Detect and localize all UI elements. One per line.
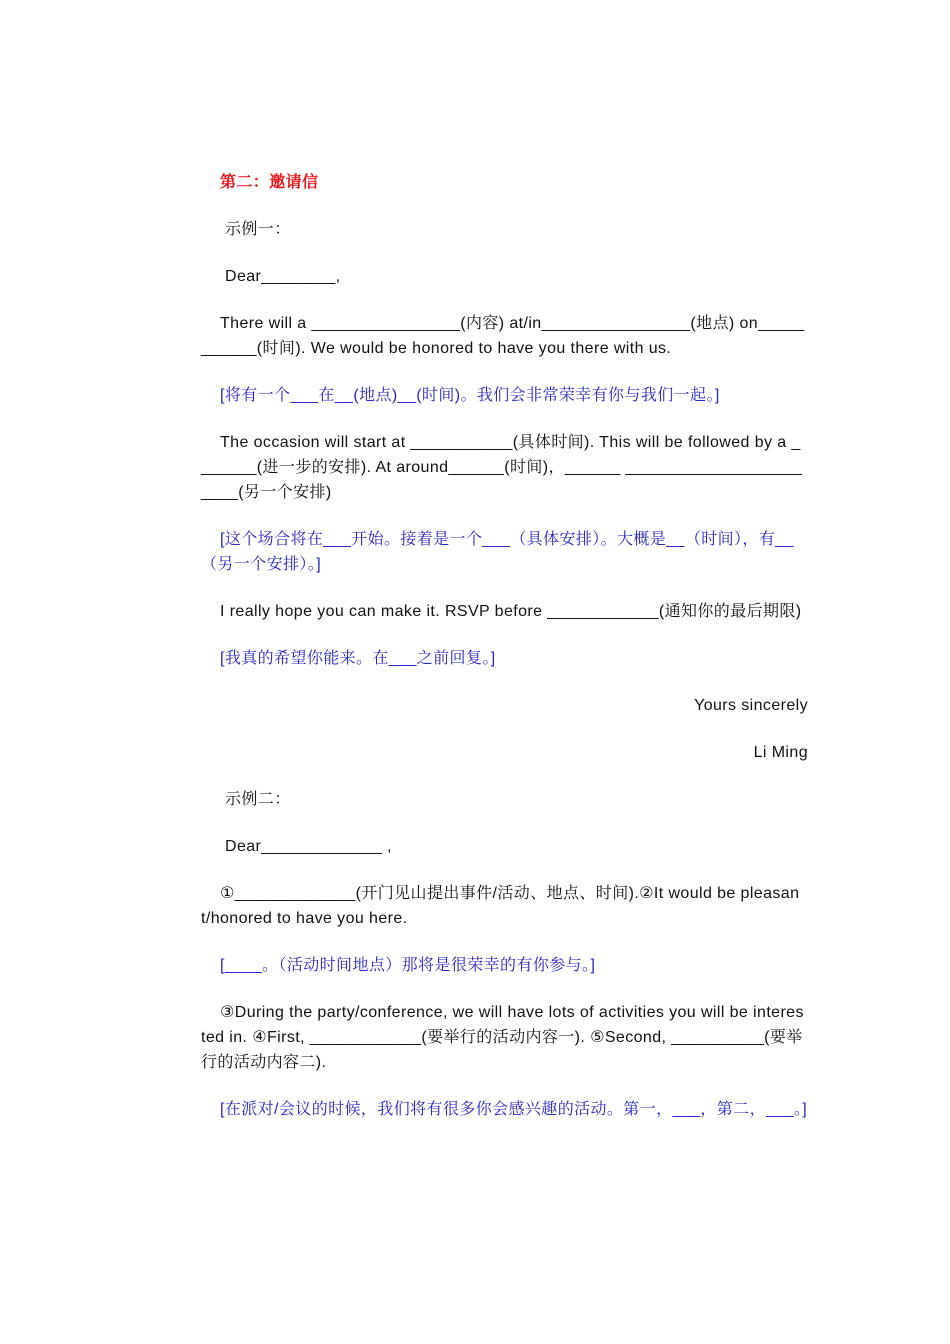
example-one-paragraph-3-translation: [我真的希望你能来。在___之前回复。]	[220, 650, 496, 667]
example-two-paragraph-2: ③During the party/conference, we will have lots of activities you will be interested in. ④First, ____________(要举行的活动内容一). ⑤Second, __________(要举行的活动内容二).	[201, 1004, 804, 1071]
section-title: 第二：邀请信	[220, 174, 319, 191]
example-one-paragraph-3: I really hope you can make it. RSVP before ____________(通知你的最后期限)	[220, 603, 802, 620]
example-one-closing: Yours sincerely	[694, 697, 808, 714]
example-one-greeting: Dear________,	[225, 268, 341, 285]
example-two-greeting: Dear_____________ ,	[225, 838, 392, 855]
example-two-label: 示例二：	[225, 791, 291, 808]
example-one-paragraph-1: There will a ________________(内容) at/in________________(地点) on___________(时间). We would be honored to have you there with us.	[201, 315, 805, 357]
example-one-paragraph-2: The occasion will start at ___________(具体时间). This will be followed by a _______(进一步的安排). At around______(时间)，______ _______________________(另一个安排)	[201, 434, 803, 501]
example-two-paragraph-2-translation: [在派对/会议的时候，我们将有很多你会感兴趣的活动。第一，___，第二，___。]	[220, 1101, 808, 1118]
example-one-paragraph-1-translation: [将有一个___在__(地点)__(时间)。我们会非常荣幸有你与我们一起。]	[220, 387, 720, 404]
example-two-paragraph-1-translation: [____。（活动时间地点）那将是很荣幸的有你参与。]	[220, 957, 596, 974]
example-two-paragraph-1: ①_____________(开门见山提出事件/活动、地点、时间).②It would be pleasant/honored to have you here.	[201, 885, 800, 927]
example-one-signature: Li Ming	[753, 744, 808, 761]
example-one-paragraph-2-translation: [这个场合将在___开始。接着是一个___（具体安排）。大概是__（时间），有__（另一个安排）。]	[201, 531, 794, 573]
example-one-label: 示例一：	[225, 221, 291, 238]
letter-template-content	[201, 170, 808, 1122]
